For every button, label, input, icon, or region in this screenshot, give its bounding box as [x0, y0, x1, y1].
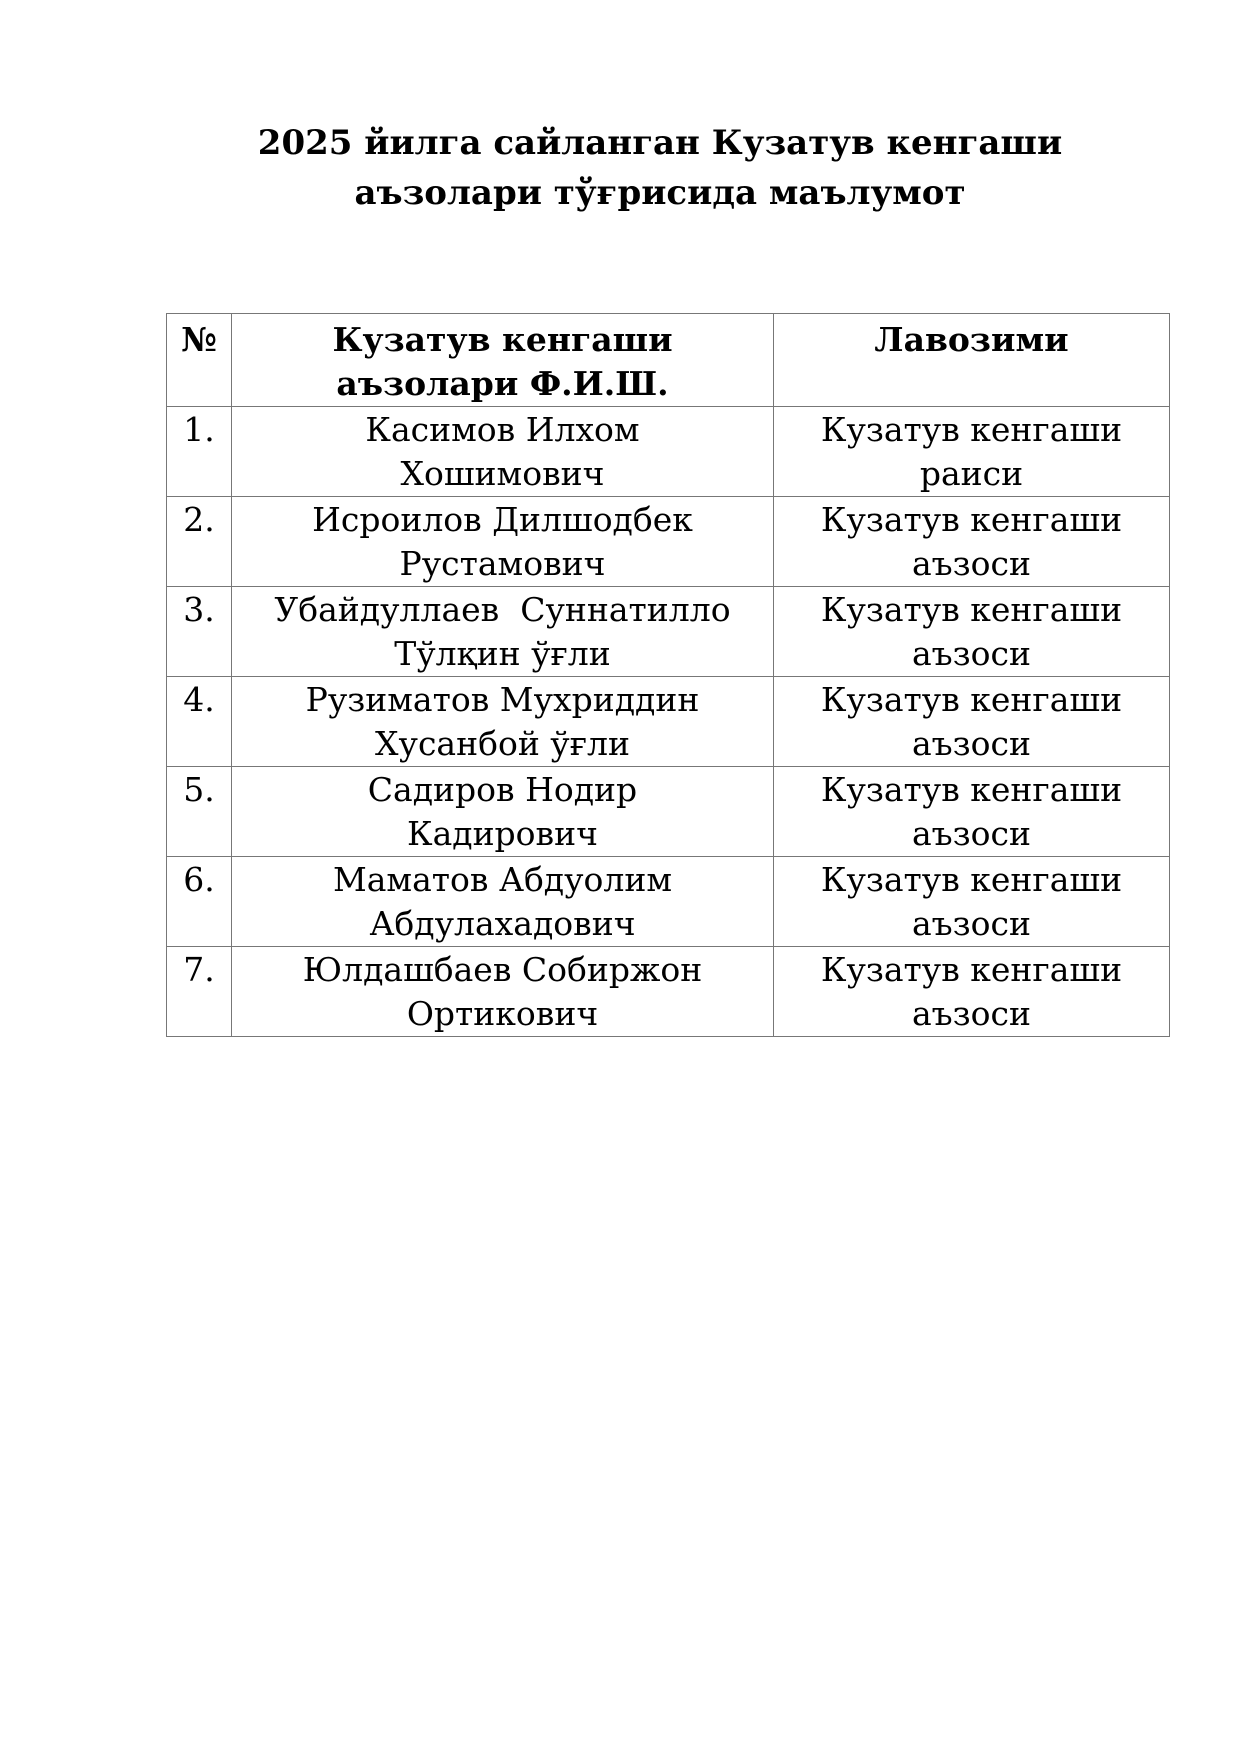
title-line-1: 2025 йилга сайланган Кузатув кенгаши	[257, 123, 1063, 163]
member-position: Кузатув кенгаши аъзоси	[774, 677, 1170, 767]
member-name: Маматов Абдуолим Абдулахадович	[232, 857, 774, 947]
member-position: Кузатув кенгаши аъзоси	[774, 857, 1170, 947]
member-name: Касимов Илхом Хошимович	[232, 407, 774, 497]
table-row	[167, 947, 1170, 1037]
member-name: Садиров Нодир Кадирович	[232, 767, 774, 857]
table-header-row	[167, 314, 1170, 407]
table-row	[167, 497, 1170, 587]
row-number: 1.	[167, 407, 232, 497]
member-position: Кузатув кенгаши аъзоси	[774, 947, 1170, 1037]
header-position: Лавозими	[774, 314, 1170, 407]
member-position: Кузатув кенгаши раиси	[774, 407, 1170, 497]
members-table	[166, 313, 1170, 1037]
member-name: Убайдуллаев Суннатилло Тўлқин ўғли	[232, 587, 774, 677]
table-row	[167, 677, 1170, 767]
table-row	[167, 587, 1170, 677]
title-line-2: аъзолари тўғрисида маълумот	[354, 173, 966, 213]
row-number: 6.	[167, 857, 232, 947]
member-position: Кузатув кенгаши аъзоси	[774, 767, 1170, 857]
header-number: №	[167, 314, 232, 407]
row-number: 3.	[167, 587, 232, 677]
member-name: Юлдашбаев Собиржон Ортикович	[232, 947, 774, 1037]
member-name: Рузиматов Мухриддин Хусанбой ўғли	[232, 677, 774, 767]
document-title	[160, 118, 1160, 218]
member-position: Кузатув кенгаши аъзоси	[774, 497, 1170, 587]
table-row	[167, 857, 1170, 947]
row-number: 5.	[167, 767, 232, 857]
table-row	[167, 407, 1170, 497]
member-position: Кузатув кенгаши аъзоси	[774, 587, 1170, 677]
row-number: 4.	[167, 677, 232, 767]
row-number: 2.	[167, 497, 232, 587]
table-row	[167, 767, 1170, 857]
member-name: Исроилов Дилшодбек Рустамович	[232, 497, 774, 587]
row-number: 7.	[167, 947, 232, 1037]
header-name: Кузатув кенгаши аъзолари Ф.И.Ш.	[232, 314, 774, 407]
